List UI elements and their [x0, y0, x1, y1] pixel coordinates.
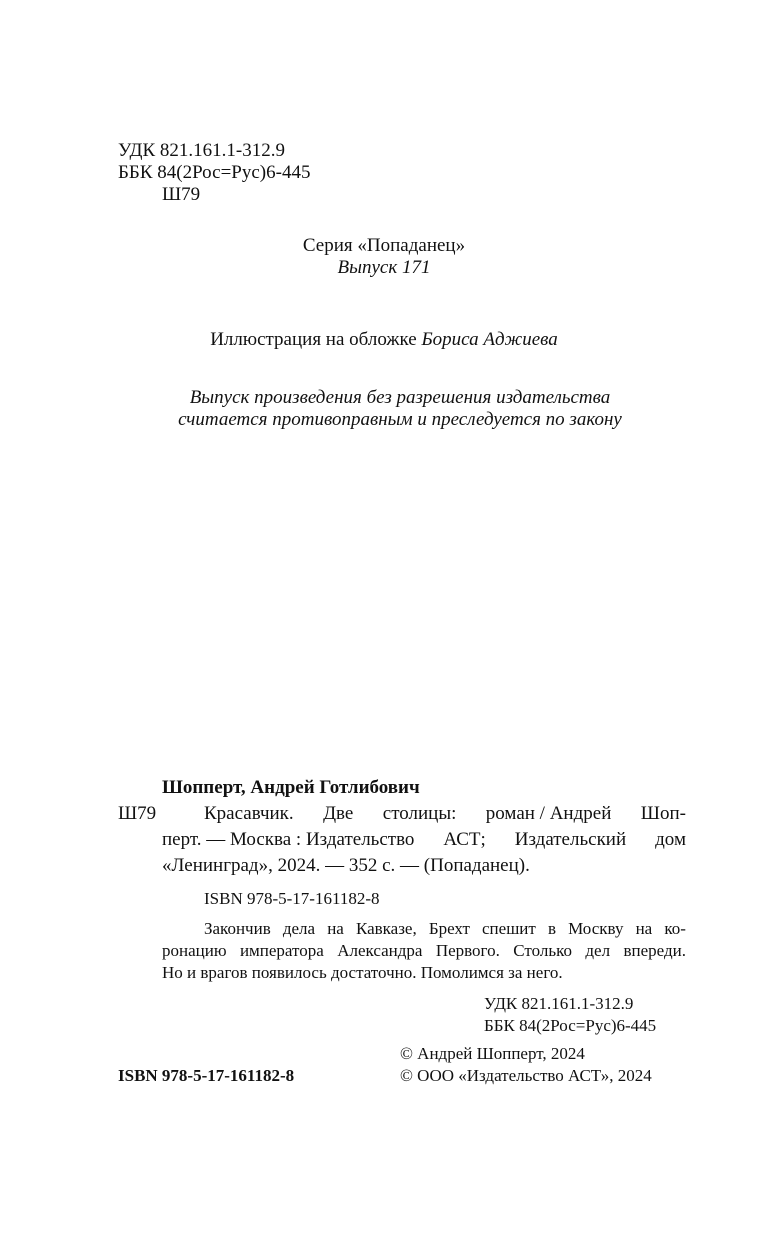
catalog-sign: Ш79 — [118, 803, 157, 824]
illustration-artist: Бориса Аджиева — [421, 329, 558, 350]
series-title: Серия «Попаданец» — [302, 235, 466, 256]
legal-warning-line1: Выпуск произведения без разрешения издательства — [189, 387, 611, 408]
annotation-line-2: ронацию императора Александра Первого. Столько дел впереди. — [162, 941, 686, 960]
catalog-line-1: Красавчик. Две столицы: роман / Андрей Шоп- — [204, 803, 686, 824]
catalog-description — [204, 801, 686, 827]
udk-code: УДК 821.161.1-312.9 — [118, 140, 285, 161]
catalog-udk: УДК 821.161.1-312.9 — [484, 994, 634, 1013]
copyright-publisher: © ООО «Издательство АСТ», 2024 — [400, 1066, 652, 1085]
series-issue: Выпуск 171 — [337, 257, 431, 278]
catalog-isbn: ISBN 978-5-17-161182-8 — [204, 889, 380, 908]
catalog-annotation — [162, 918, 686, 984]
catalog-line-2: перт. — Москва : Издательство АСТ; Издательский дом — [162, 829, 686, 850]
catalog-description-cont — [162, 827, 686, 879]
copyright-author: © Андрей Шопперт, 2024 — [400, 1044, 585, 1063]
catalog-bbk: ББК 84(2Рос=Рус)6-445 — [484, 1016, 657, 1035]
author-sign: Ш79 — [162, 184, 201, 205]
bottom-isbn: ISBN 978-5-17-161182-8 — [118, 1066, 295, 1085]
legal-warning-line2: считается противоправным и преследуется по закону — [178, 409, 622, 430]
illustration-prefix: Иллюстрация на обложке — [210, 329, 422, 350]
illustration-credit — [0, 329, 768, 351]
annotation-line-1: Закончив дела на Кавказе, Брехт спешит в Москву на ко- — [204, 919, 686, 938]
catalog-author-heading: Шопперт, Андрей Готлибович — [162, 777, 420, 798]
catalog-line-3: «Ленинград», 2024. — 352 с. — (Попаданец). — [162, 855, 530, 876]
bbk-code: ББК 84(2Рос=Рус)6-445 — [118, 162, 311, 183]
annotation-line-3: Но и врагов появилось достаточно. Помолимся за него. — [162, 963, 563, 982]
